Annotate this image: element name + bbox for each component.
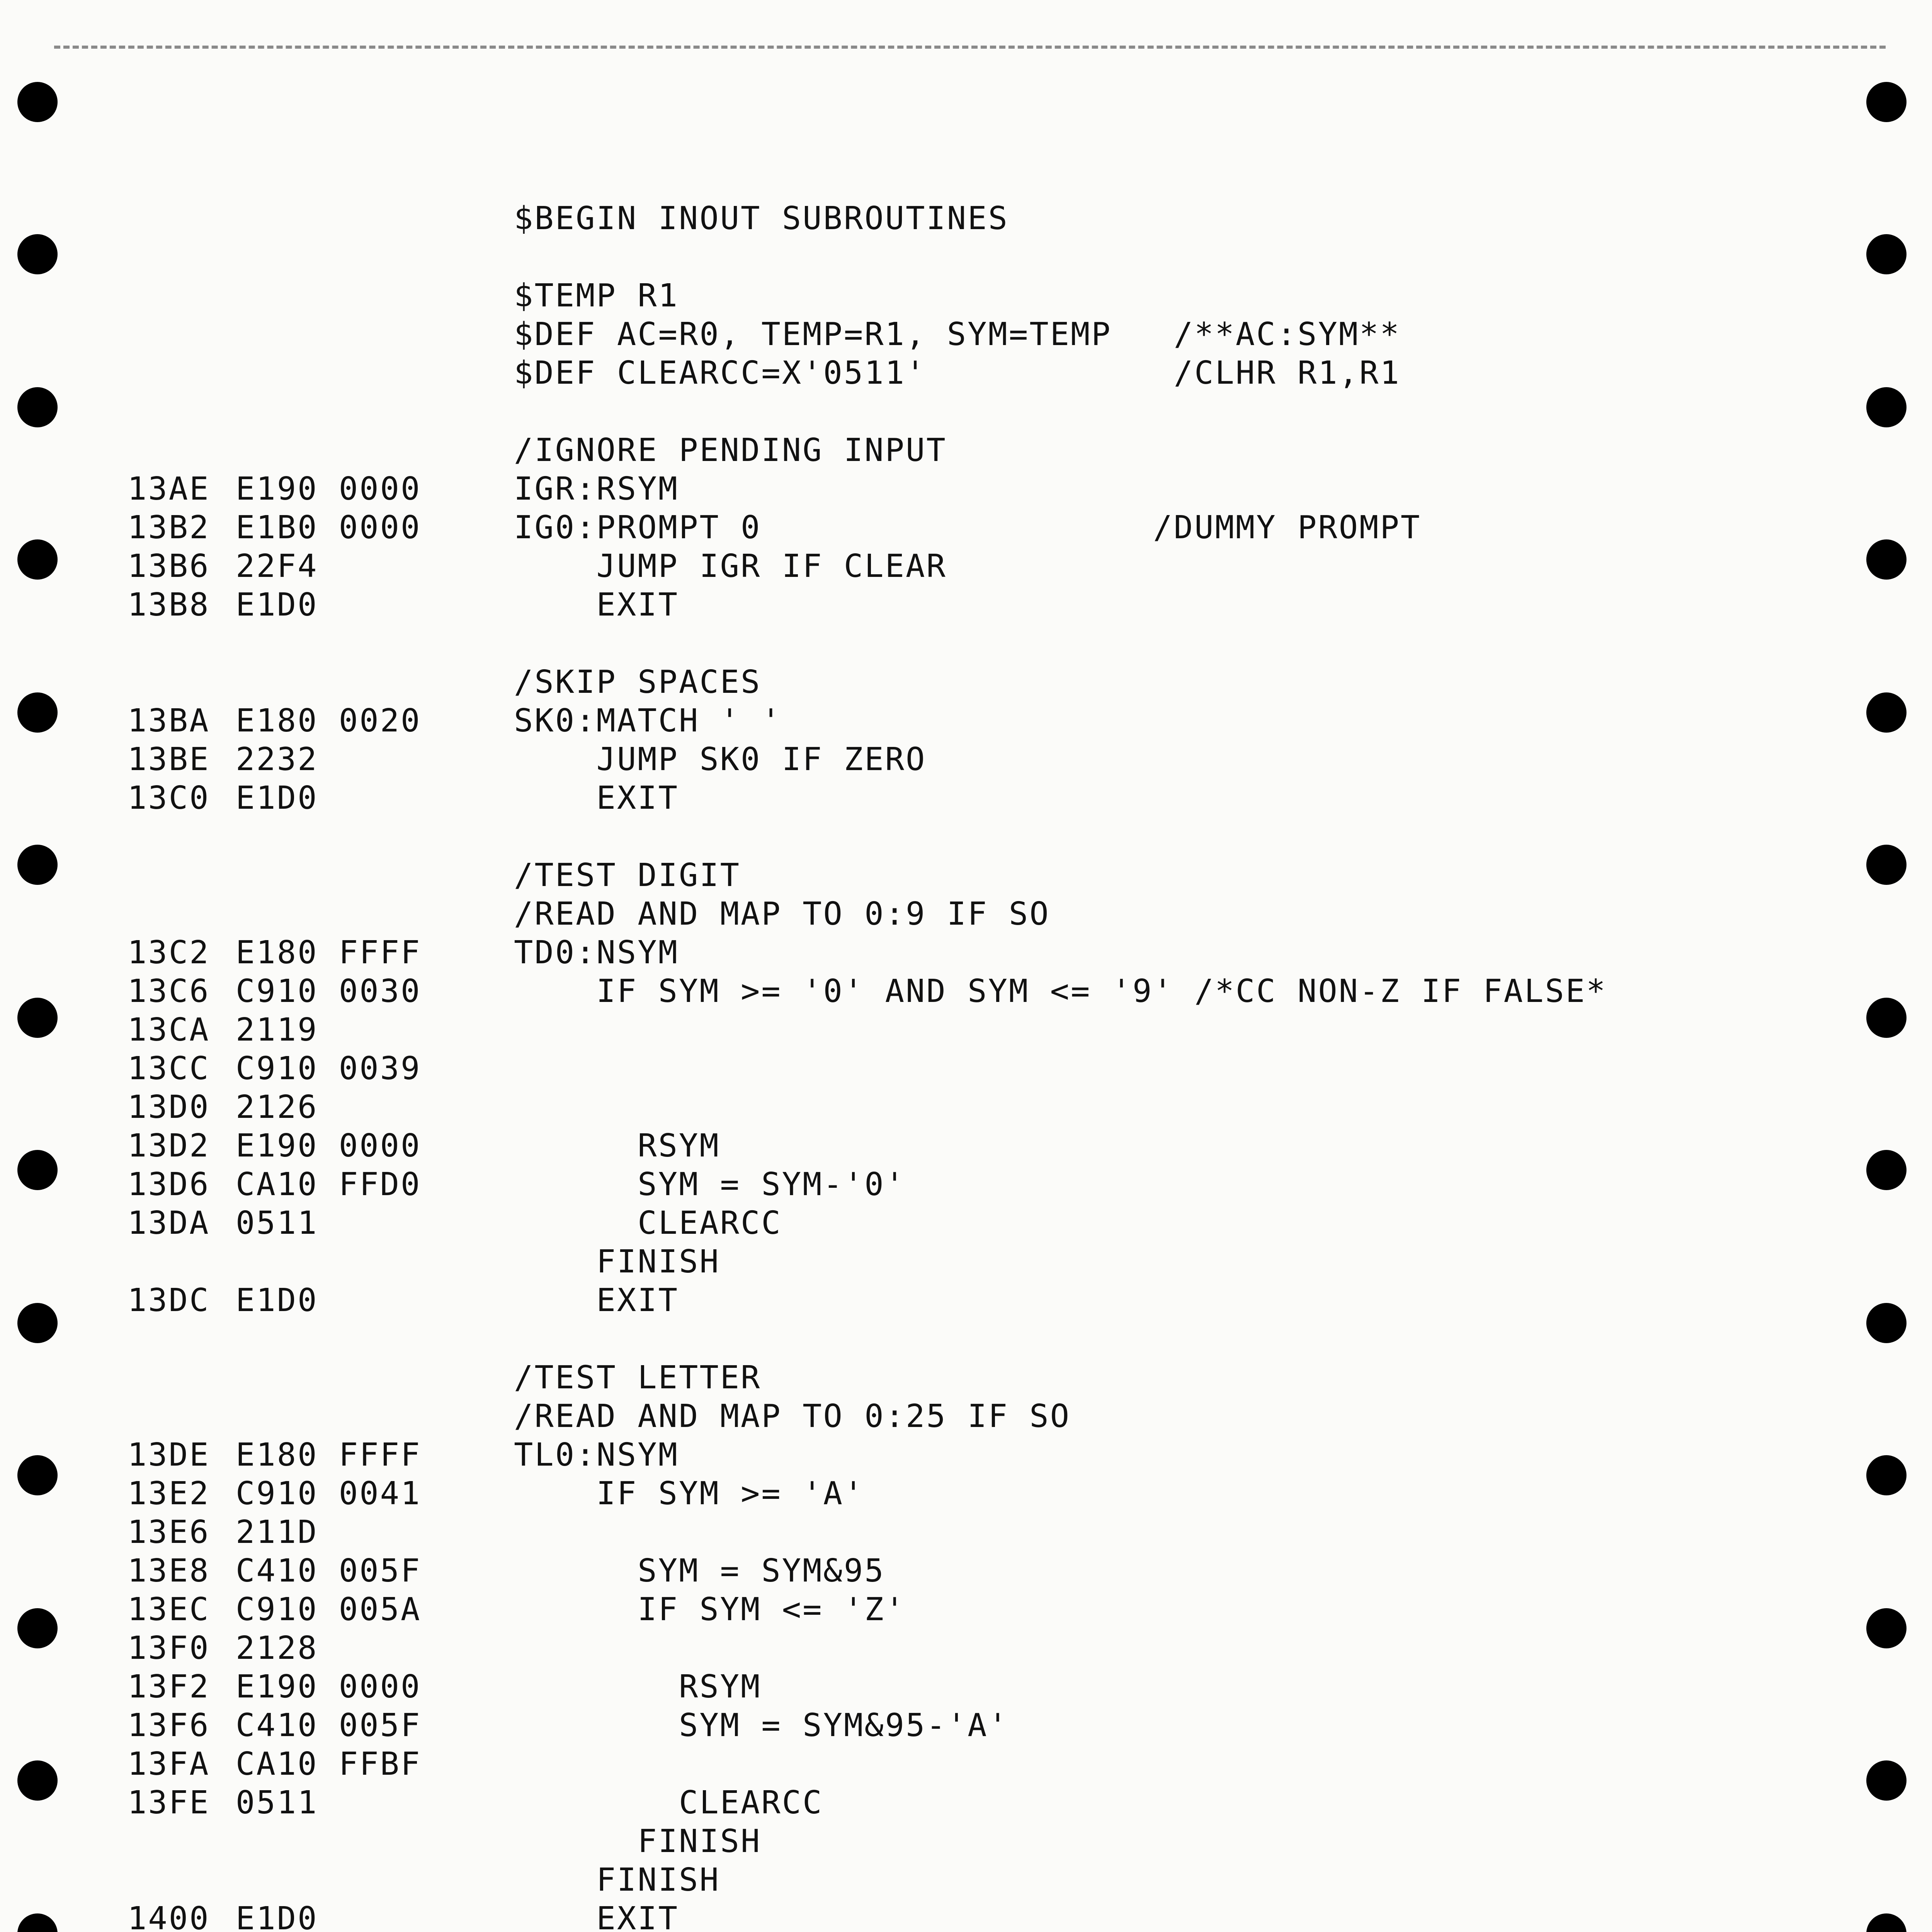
line-source: /TEST DIGIT <box>514 857 741 894</box>
tractor-hole-icon <box>1866 539 1906 580</box>
line-object-code: 0511 <box>236 1784 318 1821</box>
line-source: CLEARCC <box>514 1205 782 1242</box>
line-source: /SKIP SPACES <box>514 664 762 701</box>
tractor-hole-icon <box>1866 692 1906 733</box>
tractor-hole-icon <box>1866 1608 1906 1648</box>
tractor-hole-icon <box>17 387 58 427</box>
tractor-hole-icon <box>17 1608 58 1648</box>
line-address: 13F6 <box>128 1707 210 1744</box>
line-source: SYM = SYM&95-'A' <box>514 1707 1009 1744</box>
line-address: 13C6 <box>128 973 210 1010</box>
tractor-hole-icon <box>17 82 58 122</box>
tractor-hole-icon <box>17 234 58 274</box>
line-object-code: E190 0000 <box>236 1128 422 1164</box>
tractor-hole-icon <box>17 1150 58 1190</box>
line-address: 13AE <box>128 471 210 507</box>
tractor-hole-icon <box>17 692 58 733</box>
tractor-hole-icon <box>17 1303 58 1343</box>
line-object-code: 0511 <box>236 1205 318 1242</box>
perforation-line <box>54 46 1886 49</box>
tractor-hole-icon <box>1866 998 1906 1038</box>
line-source: IG0:PROMPT 0 /DUMMY PROMPT <box>514 509 1422 546</box>
line-source: TD0:NSYM <box>514 934 679 971</box>
line-address: 13BE <box>128 741 210 778</box>
tractor-hole-icon <box>1866 845 1906 885</box>
line-address: 13FA <box>128 1746 210 1782</box>
line-address: 13DC <box>128 1282 210 1319</box>
line-object-code: 2119 <box>236 1012 318 1048</box>
tractor-hole-icon <box>17 1760 58 1801</box>
line-address: 13B6 <box>128 548 210 585</box>
line-address: 13CC <box>128 1050 210 1087</box>
line-source: IF SYM >= 'A' <box>514 1475 865 1512</box>
line-source: FINISH <box>514 1243 720 1280</box>
tractor-hole-icon <box>1866 234 1906 274</box>
line-object-code: 2126 <box>236 1089 318 1126</box>
line-source: IF SYM >= '0' AND SYM <= '9' /*CC NON-Z IF FALSE* <box>514 973 1607 1010</box>
line-address: 13CA <box>128 1012 210 1048</box>
line-source: /IGNORE PENDING INPUT <box>514 432 947 469</box>
line-source: EXIT <box>514 780 679 816</box>
line-object-code: 2232 <box>236 741 318 778</box>
tractor-hole-icon <box>1866 1913 1906 1932</box>
line-source: $BEGIN INOUT SUBROUTINES <box>514 200 1009 237</box>
line-address: 13DE <box>128 1437 210 1473</box>
line-object-code: E1D0 <box>236 1282 318 1319</box>
line-object-code: 22F4 <box>236 548 318 585</box>
line-address: 1400 <box>128 1900 210 1932</box>
line-object-code: CA10 FFBF <box>236 1746 422 1782</box>
line-object-code: C910 0030 <box>236 973 422 1010</box>
line-source: RSYM <box>514 1668 762 1705</box>
line-source: SYM = SYM-'0' <box>514 1166 906 1203</box>
line-source: EXIT <box>514 1282 679 1319</box>
line-address: 13B8 <box>128 587 210 623</box>
tractor-hole-icon <box>1866 1455 1906 1495</box>
line-object-code: E180 FFFF <box>236 934 422 971</box>
line-object-code: E190 0000 <box>236 1668 422 1705</box>
line-source: FINISH <box>514 1862 720 1898</box>
line-address: 13E8 <box>128 1553 210 1589</box>
line-object-code: C910 0041 <box>236 1475 422 1512</box>
line-address: 13DA <box>128 1205 210 1242</box>
line-source: TL0:NSYM <box>514 1437 679 1473</box>
line-object-code: C910 0039 <box>236 1050 422 1087</box>
line-source: EXIT <box>514 1900 679 1932</box>
tractor-hole-icon <box>17 845 58 885</box>
line-address: 13C0 <box>128 780 210 816</box>
line-source: $TEMP R1 <box>514 277 679 314</box>
line-address: 13C2 <box>128 934 210 971</box>
line-address: 13D6 <box>128 1166 210 1203</box>
tractor-hole-icon <box>1866 1303 1906 1343</box>
line-source: SYM = SYM&95 <box>514 1553 885 1589</box>
line-object-code: E190 0000 <box>236 471 422 507</box>
line-address: 13E6 <box>128 1514 210 1551</box>
tractor-hole-icon <box>17 1913 58 1932</box>
tractor-hole-icon <box>17 539 58 580</box>
line-object-code: E180 FFFF <box>236 1437 422 1473</box>
line-object-code: E180 0020 <box>236 702 422 739</box>
line-address: 13D2 <box>128 1128 210 1164</box>
line-source: JUMP SK0 IF ZERO <box>514 741 927 778</box>
line-address: 13E2 <box>128 1475 210 1512</box>
line-source: FINISH <box>514 1823 762 1860</box>
line-object-code: 211D <box>236 1514 318 1551</box>
line-source: $DEF AC=R0, TEMP=R1, SYM=TEMP /**AC:SYM** <box>514 316 1401 353</box>
tractor-hole-icon <box>1866 387 1906 427</box>
tractor-hole-icon <box>17 998 58 1038</box>
line-address: 13BA <box>128 702 210 739</box>
line-source: JUMP IGR IF CLEAR <box>514 548 947 585</box>
line-object-code: C410 005F <box>236 1553 422 1589</box>
line-source: SK0:MATCH ' ' <box>514 702 782 739</box>
line-object-code: E1D0 <box>236 587 318 623</box>
line-source: CLEARCC <box>514 1784 823 1821</box>
tractor-hole-icon <box>1866 82 1906 122</box>
tractor-hole-icon <box>1866 1760 1906 1801</box>
line-object-code: E1D0 <box>236 1900 318 1932</box>
line-address: 13D0 <box>128 1089 210 1126</box>
line-address: 13F2 <box>128 1668 210 1705</box>
line-object-code: CA10 FFD0 <box>236 1166 422 1203</box>
tractor-hole-icon <box>17 1455 58 1495</box>
line-source: /READ AND MAP TO 0:25 IF SO <box>514 1398 1071 1435</box>
line-object-code: C410 005F <box>236 1707 422 1744</box>
line-source: IGR:RSYM <box>514 471 679 507</box>
line-address: 13F0 <box>128 1630 210 1667</box>
line-object-code: 2128 <box>236 1630 318 1667</box>
line-object-code: E1D0 <box>236 780 318 816</box>
tractor-hole-icon <box>1866 1150 1906 1190</box>
line-object-code: E1B0 0000 <box>236 509 422 546</box>
line-source: /TEST LETTER <box>514 1359 762 1396</box>
line-source: RSYM <box>514 1128 720 1164</box>
line-source: $DEF CLEARCC=X'0511' /CLHR R1,R1 <box>514 355 1401 391</box>
line-address: 13EC <box>128 1591 210 1628</box>
line-address: 13B2 <box>128 509 210 546</box>
line-source: IF SYM <= 'Z' <box>514 1591 906 1628</box>
line-source: /READ AND MAP TO 0:9 IF SO <box>514 896 1050 932</box>
line-address: 13FE <box>128 1784 210 1821</box>
line-object-code: C910 005A <box>236 1591 422 1628</box>
line-source: EXIT <box>514 587 679 623</box>
